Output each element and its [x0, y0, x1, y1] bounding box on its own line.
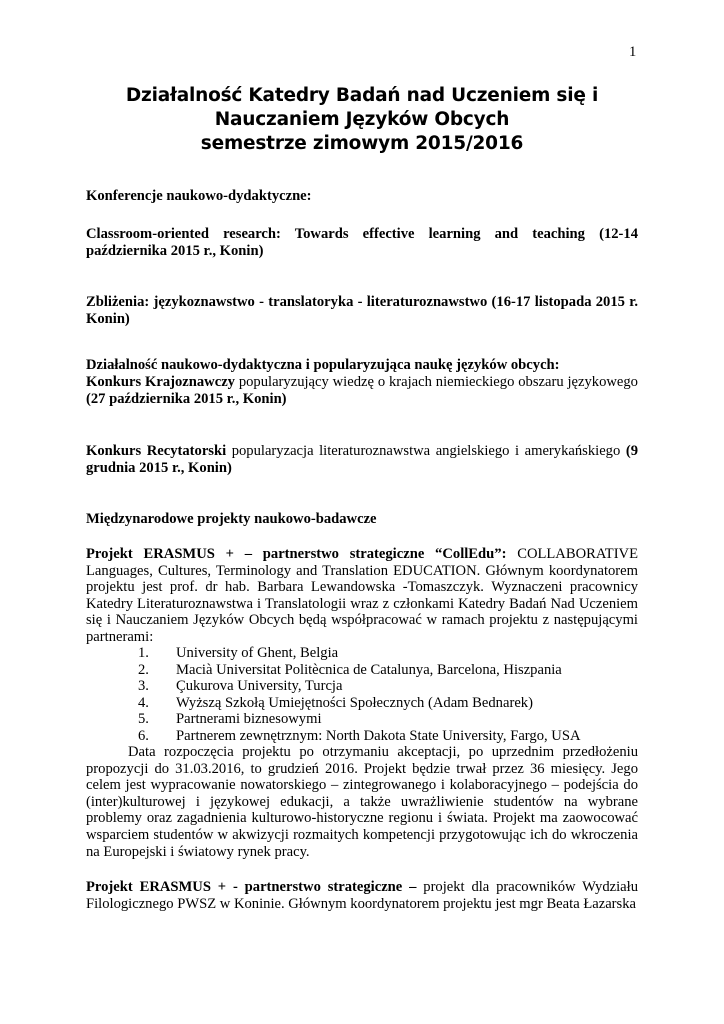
project-colledu-intro: Projekt ERASMUS + – partnerstwo strategiczne “CollEdu”: COLLABORATIVE Languages, Cultures, Terminology and Translation EDUCATION. Głównym koordynatorem projektu jest prof. dr hab. Barbara Lewandowska -Tomaszczyk. Wyznaczeni pracownicy Katedry Literaturoznawstwa i Translatologii wraz z członkami Katedry Badań Nad Uczeniem się i Nauczaniem Języków Obcych będą współpracować w ramach projektu z następującymi partnerami:: [86, 546, 639, 645]
list-item: 2. Macià Universitat Politècnica de Catalunya, Barcelona, Hiszpania: [138, 661, 562, 678]
projects-heading: Międzynarodowe projekty naukowo-badawcze: [86, 511, 377, 527]
conference-item-2: Zbliżenia: językoznawstwo - translatoryka - literaturoznawstwo (16-17 listopada 2015 r. Konin): [86, 294, 638, 327]
list-item: 6. Partnerem zewnętrznym: North Dakota State University, Fargo, USA: [138, 727, 581, 744]
popularization-heading: Działalność naukowo-dydaktyczna i popularyzująca naukę języków obcych:: [86, 357, 560, 373]
list-item: 1. University of Ghent, Belgia: [138, 645, 339, 661]
title-line-3: semestrze zimowym 2015/2016: [200, 133, 524, 154]
conferences-heading: Konferencje naukowo-dydaktyczne:: [86, 188, 312, 204]
project-erasmus-staff: Projekt ERASMUS + - partnerstwo strategiczne – projekt dla pracowników Wydziału Filologicznego PWSZ w Koninie. Głównym koordynatorem projektu jest mgr Beata Łazarska: [86, 879, 639, 912]
contest-recytatorski: Konkurs Recytatorski popularyzacja literaturoznawstwa angielskiego i amerykańskiego (9 grudnia 2015 r., Konin): [86, 443, 638, 476]
project-colledu-details: Data rozpoczęcia projektu po otrzymaniu akceptacji, po uprzednim przedłożeniu propozycji do 31.03.2016, to grudzień 2016. Projekt będzie trwał przez 36 miesięcy. Jego celem jest wypracowanie nowatorskiego – zintegrowanego i kolaboracyjnego – podejścia do (inter)kulturowej i językowej edukacji, a także uwrażliwienie studentów na wybrane problemy oraz zagadnienia kulturowo-historyczne regionu i świata. Projekt ma zaowocować wsparciem studentów w akwizycji rozmaitych kompetencji przygotowując ich do wkroczenia na Europejski i światowy rynek pracy.: [86, 744, 638, 860]
conference-item-1: Classroom-oriented research: Towards effective learning and teaching (12-14 października 2015 r., Konin): [86, 226, 638, 259]
title-line-1: Działalność Katedry Badań nad Uczeniem się i: [125, 85, 599, 106]
list-item: 5. Partnerami biznesowymi: [138, 711, 322, 727]
page-number: 1: [629, 44, 637, 60]
document-title: [90, 84, 634, 156]
title-line-2: Nauczaniem Języków Obcych: [214, 109, 510, 130]
list-item: 4. Wyższą Szkołą Umiejętności Społecznych (Adam Bednarek): [138, 694, 533, 711]
partners-list: [86, 645, 638, 744]
contest-krajoznawczy: Konkurs Krajoznawczy popularyzujący wiedzę o krajach niemieckiego obszaru językowego (27 października 2015 r., Konin): [86, 374, 638, 407]
list-item: 3. Çukurova University, Turcja: [138, 678, 343, 694]
